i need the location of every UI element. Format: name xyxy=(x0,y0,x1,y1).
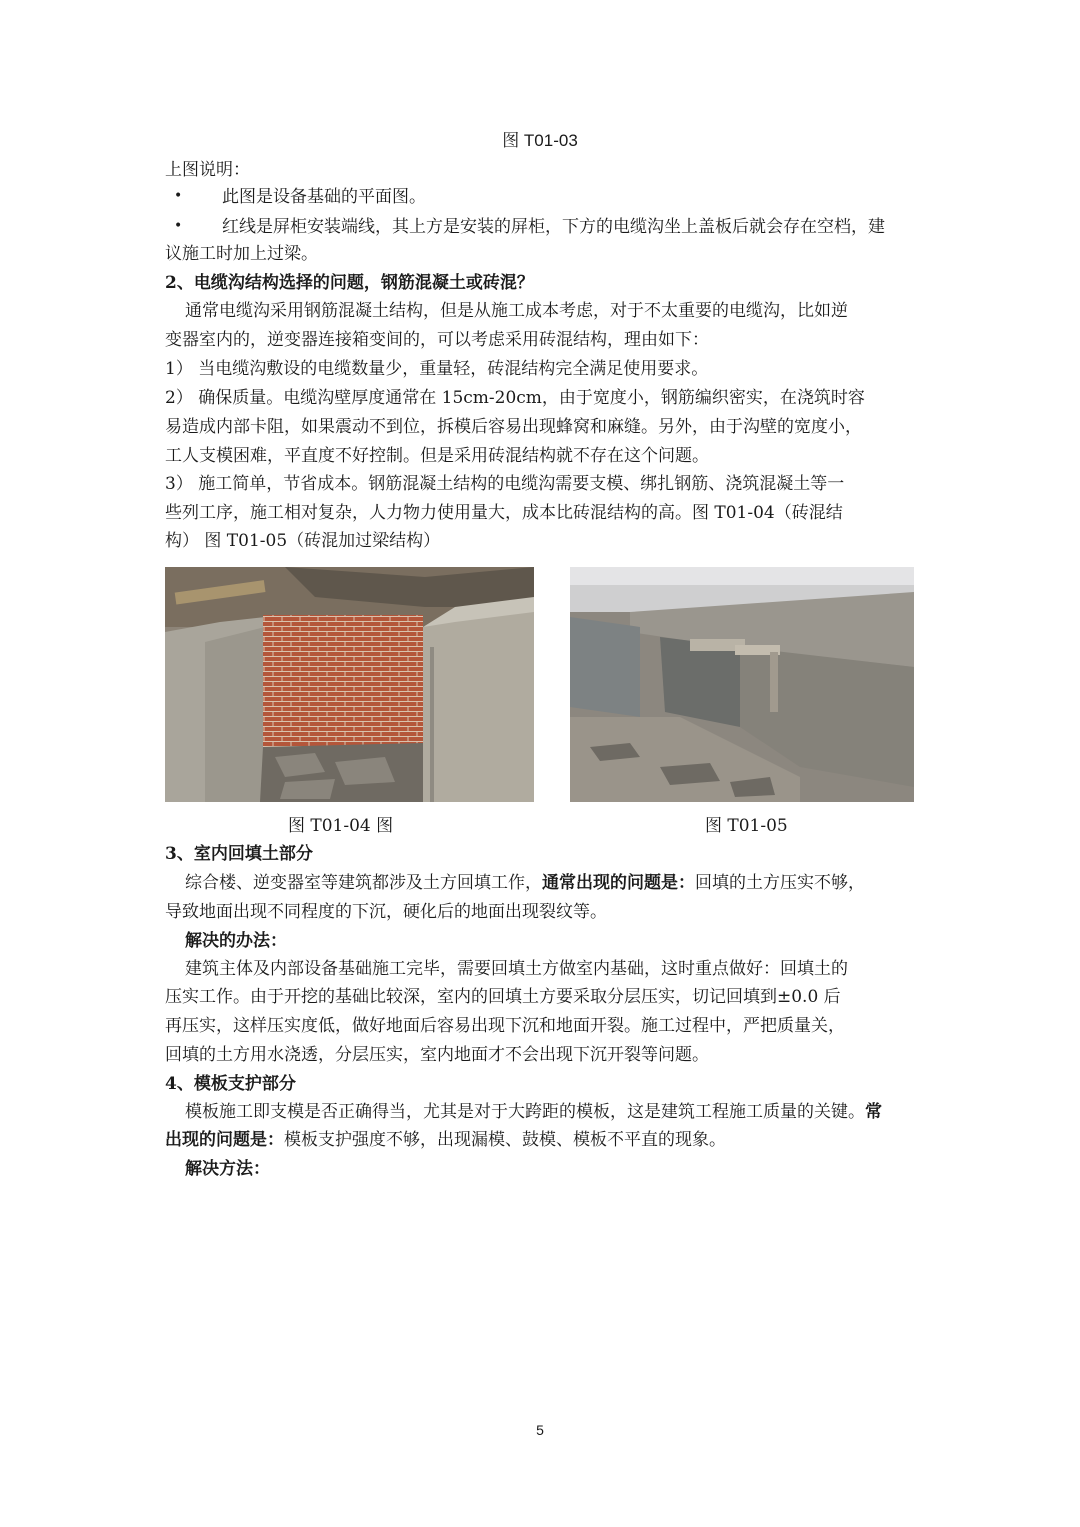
bullet-icon: • xyxy=(174,218,183,234)
section-3-problem-label: 通常出现的问题是： xyxy=(542,873,695,893)
section-3-solution-heading: 解决的办法： xyxy=(185,931,287,951)
section-3-solution-line: 建筑主体及内部设备基础施工完毕，需要回填土方做室内基础，这时重点做好：回填土的 xyxy=(185,959,848,979)
figure-caption-t0103: 图 T01-03 xyxy=(502,131,578,150)
bullet-item-2-cont: 议施工时加上过梁。 xyxy=(165,244,318,264)
reason-2-line: 2） 确保质量。电缆沟壁厚度通常在 15cm-20cm，由于宽度小，钢筋编织密实，在浇筑时容 xyxy=(165,388,865,408)
section-2-para-line: 变器室内的，逆变器连接箱变间的，可以考虑采用砖混结构，理由如下： xyxy=(165,330,709,350)
section-4-text: 模板支护强度不够，出现漏模、鼓模、模板不平直的现象。 xyxy=(284,1130,726,1150)
section-3-text: 综合楼、逆变器室等建筑都涉及土方回填工作， xyxy=(185,873,542,893)
photo-brick-beam xyxy=(570,567,914,802)
reason-3-line: 些列工序，施工相对复杂，人力物力使用量大，成本比砖混结构的高。图 T01-04（砖混结 xyxy=(165,503,843,523)
section-3-text: 回填的土方压实不够， xyxy=(695,873,865,893)
bullet-item-2: 红线是屏柜安装端线，其上方是安装的屏柜，下方的电缆沟坐上盖板后就会存在空档，建 xyxy=(222,217,885,237)
section-3-solution-line: 回填的土方用水浇透，分层压实，室内地面才不会出现下沉开裂等问题。 xyxy=(165,1045,709,1065)
reason-1: 1） 当电缆沟敷设的电缆数量少，重量轻，砖混结构完全满足使用要求。 xyxy=(165,359,709,379)
description-heading: 上图说明： xyxy=(165,160,250,180)
section-4-text: 模板施工即支模是否正确得当，尤其是对于大跨距的模板，这是建筑工程施工质量的关键。 xyxy=(185,1102,865,1122)
reason-2-line: 工人支模困难，平直度不好控制。但是采用砖混结构就不存在这个问题。 xyxy=(165,446,709,466)
reason-3-line: 3） 施工简单，节省成本。钢筋混凝土结构的电缆沟需要支模、绑扎钢筋、浇筑混凝土等一 xyxy=(165,474,845,494)
section-4-solution-heading: 解决方法： xyxy=(185,1159,270,1179)
section-3-solution-line: 压实工作。由于开挖的基础比较深，室内的回填土方要采取分层压实，切记回填到±0.0 后 xyxy=(165,987,841,1007)
section-4-problem-label-start: 常 xyxy=(865,1102,882,1122)
reason-3-line: 构） 图 T01-05（砖混加过梁结构） xyxy=(165,531,441,551)
photo-left-caption: 图 T01-04 图 xyxy=(288,816,394,836)
section-4-heading: 4、模板支护部分 xyxy=(165,1074,296,1094)
section-3-para-line xyxy=(185,870,865,896)
photo-brick-trench xyxy=(165,567,534,802)
page-number: 5 xyxy=(536,1422,544,1438)
section-3-solution-line: 再压实，这样压实度低，做好地面后容易出现下沉和地面开裂。施工过程中，严把质量关， xyxy=(165,1016,845,1036)
section-3-para-line: 导致地面出现不同程度的下沉，硬化后的地面出现裂纹等。 xyxy=(165,902,607,922)
section-4-problem-label: 出现的问题是： xyxy=(165,1130,284,1150)
bullet-icon: • xyxy=(174,188,183,204)
section-2-para-line: 通常电缆沟采用钢筋混凝土结构，但是从施工成本考虑，对于不太重要的电缆沟，比如逆 xyxy=(185,301,848,321)
photo-right-caption: 图 T01-05 xyxy=(705,816,788,836)
section-3-heading: 3、室内回填土部分 xyxy=(165,844,313,864)
section-4-para-line xyxy=(185,1099,882,1125)
bullet-item-1: 此图是设备基础的平面图。 xyxy=(222,187,426,207)
section-4-para-line xyxy=(165,1127,726,1153)
section-2-heading: 2、电缆沟结构选择的问题，钢筋混凝土或砖混？ xyxy=(165,273,534,293)
reason-2-line: 易造成内部卡阻，如果震动不到位，拆模后容易出现蜂窝和麻缝。另外，由于沟壁的宽度小， xyxy=(165,417,862,437)
